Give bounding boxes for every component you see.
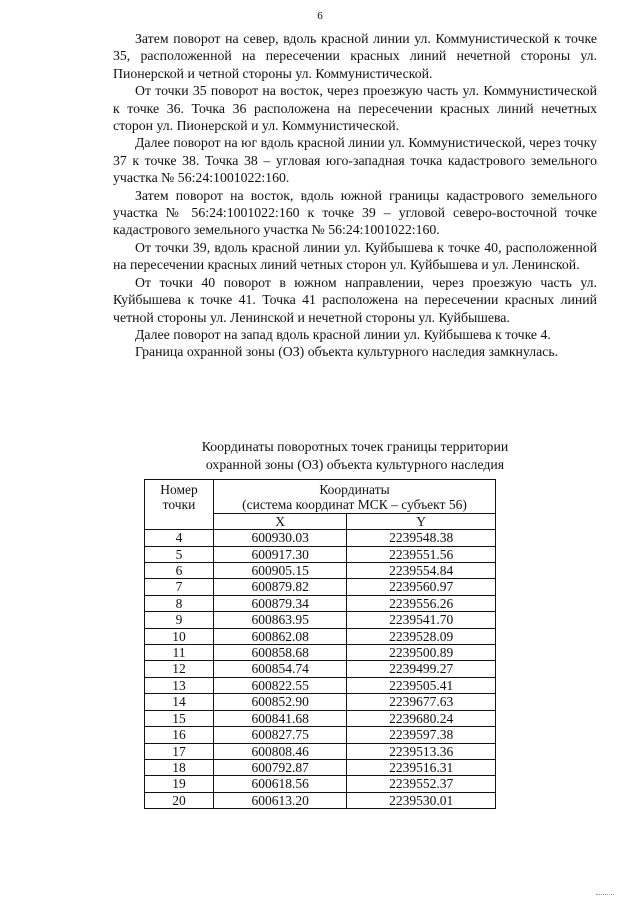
cell-point-number: 13 bbox=[145, 677, 214, 693]
table-title-line: Координаты поворотных точек границы территории bbox=[201, 439, 509, 454]
cell-x: 600852.90 bbox=[214, 694, 347, 710]
header-y: Y bbox=[347, 513, 496, 529]
paragraph: Далее поворот на запад вдоль красной линии ул. Куйбышева к точке 4. bbox=[135, 326, 551, 342]
cell-point-number: 8 bbox=[145, 595, 214, 611]
header-point-number bbox=[145, 480, 214, 530]
cell-x: 600822.55 bbox=[214, 677, 347, 693]
paragraph: От точки 35 поворот на восток, через проезжую часть ул. Коммунистической к точке 36. Точка 36 расположена на пересечении красных линий нечетных сторон ул. Пионерской и ул. Коммунистической. bbox=[113, 83, 597, 134]
table-title bbox=[113, 438, 597, 474]
table-row bbox=[145, 694, 496, 710]
table-row bbox=[145, 759, 496, 775]
header-coordinates bbox=[214, 480, 496, 514]
cell-x: 600827.75 bbox=[214, 727, 347, 743]
cell-x: 600618.56 bbox=[214, 776, 347, 792]
paragraph: От точки 39, вдоль красной линии ул. Куйбышева к точке 40, расположенной на пересечении красных линий четных сторон ул. Куйбышева и ул. Ленинской. bbox=[113, 239, 597, 273]
cell-point-number: 14 bbox=[145, 694, 214, 710]
header-coordinates-line: (система координат МСК – субъект 56) bbox=[242, 497, 467, 513]
cell-point-number: 9 bbox=[145, 612, 214, 628]
paragraph: Далее поворот на юг вдоль красной линии ул. Коммунистической, через точку 37 к точке 38. Точка 38 – угловая юго-западная точка кадастрового земельного участка № 56:24:1001022:160. bbox=[113, 135, 597, 186]
cell-x: 600613.20 bbox=[214, 792, 347, 808]
cell-y: 2239597.38 bbox=[347, 727, 496, 743]
cell-y: 2239541.70 bbox=[347, 612, 496, 628]
table-row bbox=[145, 628, 496, 644]
cell-x: 600879.34 bbox=[214, 595, 347, 611]
cell-point-number: 16 bbox=[145, 727, 214, 743]
cell-y: 2239516.31 bbox=[347, 759, 496, 775]
cell-x: 600792.87 bbox=[214, 759, 347, 775]
cell-x: 600863.95 bbox=[214, 612, 347, 628]
cell-point-number: 19 bbox=[145, 776, 214, 792]
cell-y: 2239551.56 bbox=[347, 546, 496, 562]
table-row bbox=[145, 792, 496, 808]
table-title-line: охранной зоны (ОЗ) объекта культурного наследия bbox=[205, 457, 505, 472]
table-row bbox=[145, 677, 496, 693]
cell-x: 600854.74 bbox=[214, 661, 347, 677]
cell-point-number: 5 bbox=[145, 546, 214, 562]
cell-y: 2239513.36 bbox=[347, 743, 496, 759]
cell-x: 600862.08 bbox=[214, 628, 347, 644]
cell-y: 2239554.84 bbox=[347, 563, 496, 579]
cell-x: 600930.03 bbox=[214, 530, 347, 546]
table-row bbox=[145, 727, 496, 743]
body-text bbox=[113, 30, 597, 361]
cell-point-number: 11 bbox=[145, 645, 214, 661]
cell-y: 2239505.41 bbox=[347, 677, 496, 693]
table-row bbox=[145, 661, 496, 677]
cell-x: 600917.30 bbox=[214, 546, 347, 562]
cell-y: 2239556.26 bbox=[347, 595, 496, 611]
cell-point-number: 10 bbox=[145, 628, 214, 644]
table-row bbox=[145, 612, 496, 628]
cell-x: 600905.15 bbox=[214, 563, 347, 579]
table-row bbox=[145, 530, 496, 546]
page-corner-mark bbox=[596, 894, 614, 897]
coordinates-table bbox=[144, 479, 496, 809]
paragraph: Граница охранной зоны (ОЗ) объекта культурного наследия замкнулась. bbox=[135, 344, 559, 360]
cell-x: 600841.68 bbox=[214, 710, 347, 726]
cell-y: 2239530.01 bbox=[347, 792, 496, 808]
cell-x: 600808.46 bbox=[214, 743, 347, 759]
table-row bbox=[145, 743, 496, 759]
table-row bbox=[145, 579, 496, 595]
table-row bbox=[145, 776, 496, 792]
cell-point-number: 20 bbox=[145, 792, 214, 808]
cell-point-number: 12 bbox=[145, 661, 214, 677]
header-point-number-line: Номер bbox=[160, 482, 198, 497]
table-row bbox=[145, 563, 496, 579]
cell-point-number: 4 bbox=[145, 530, 214, 546]
paragraph: Затем поворот на восток, вдоль южной границы кадастрового земельного участка № 56:24:1001022:160 к точке 39 – угловой северо-восточной точке кадастрового земельного участка № 56:24:1001022:160. bbox=[113, 187, 597, 238]
cell-x: 600879.82 bbox=[214, 579, 347, 595]
cell-x: 600858.68 bbox=[214, 645, 347, 661]
cell-y: 2239499.27 bbox=[347, 661, 496, 677]
cell-y: 2239548.38 bbox=[347, 530, 496, 546]
table-row bbox=[145, 710, 496, 726]
cell-y: 2239552.37 bbox=[347, 776, 496, 792]
header-coordinates-line: Координаты bbox=[319, 482, 390, 497]
paragraph: Затем поворот на север, вдоль красной линии ул. Коммунистической к точке 35, расположенной на пересечении красных линий нечетной стороны ул. Пионерской и четной стороны ул. Коммунистической. bbox=[113, 31, 597, 81]
cell-point-number: 18 bbox=[145, 759, 214, 775]
page-number: 6 bbox=[317, 10, 323, 22]
cell-y: 2239680.24 bbox=[347, 710, 496, 726]
cell-y: 2239560.97 bbox=[347, 579, 496, 595]
cell-point-number: 7 bbox=[145, 579, 214, 595]
table-body bbox=[145, 530, 496, 809]
table-row bbox=[145, 595, 496, 611]
cell-y: 2239528.09 bbox=[347, 628, 496, 644]
cell-point-number: 17 bbox=[145, 743, 214, 759]
table-row bbox=[145, 645, 496, 661]
header-point-number-line: точки bbox=[162, 497, 196, 513]
header-x: X bbox=[214, 513, 347, 529]
table-header bbox=[145, 480, 496, 530]
table-row bbox=[145, 546, 496, 562]
cell-y: 2239677.63 bbox=[347, 694, 496, 710]
paragraph: От точки 40 поворот в южном направлении, через проезжую часть ул. Куйбышева к точке 41. Точка 41 расположена на пересечении красных линий четной стороны ул. Ленинской и нечетной стороны ул. Куйбышева. bbox=[113, 274, 597, 325]
cell-y: 2239500.89 bbox=[347, 645, 496, 661]
cell-point-number: 15 bbox=[145, 710, 214, 726]
cell-point-number: 6 bbox=[145, 563, 214, 579]
